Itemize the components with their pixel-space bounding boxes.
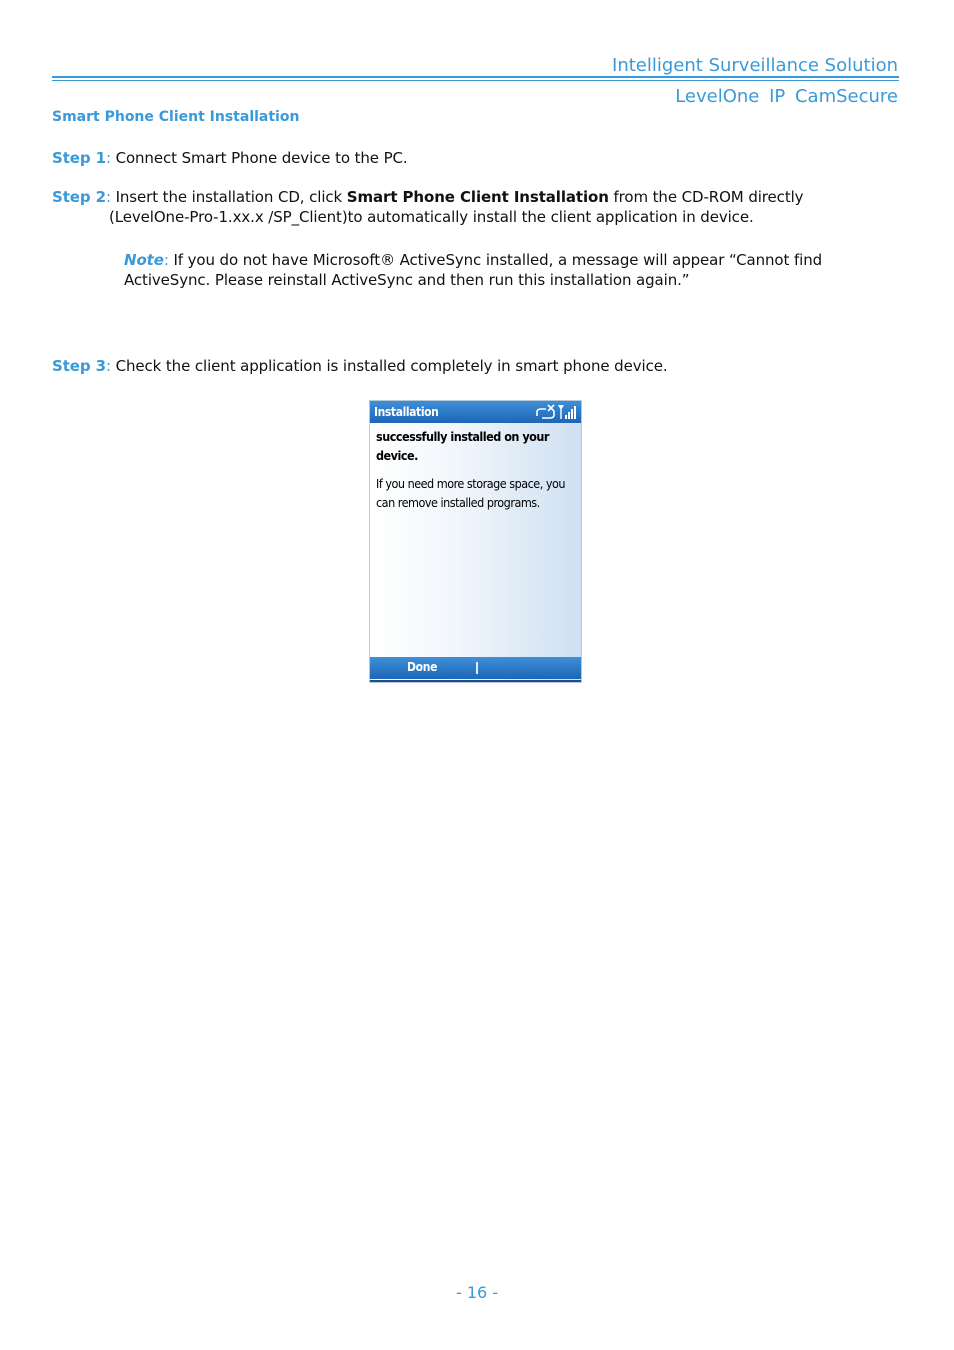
header-title: Intelligent Surveillance Solution	[612, 55, 898, 76]
step-2-line-2: (LevelOne-Pro-1.xx.x /SP_Client)to automatically install the client application in device.	[109, 208, 754, 226]
step-3-label: Step 3	[52, 357, 106, 375]
page-number: - 16 -	[455, 1283, 499, 1302]
header-rule	[52, 76, 899, 78]
step-3-separator: :	[105, 357, 116, 375]
phone-success-message: successfully installed on your device.	[376, 429, 549, 463]
step-2-text: Insert the installation CD, click	[115, 188, 347, 206]
step-1-separator: :	[105, 149, 116, 167]
sync-x-icon	[537, 405, 554, 418]
phone-screenshot	[369, 400, 582, 683]
note-line-2: ActiveSync. Please reinstall ActiveSync and then run this installation again.”	[124, 271, 690, 289]
phone-titlebar	[370, 401, 581, 423]
note-line-1: If you do not have Microsoft® ActiveSync installed, a message will appear “Cannot find	[173, 251, 823, 269]
step-3-text: Check the client application is installed completely in smart phone device.	[115, 357, 668, 375]
step-1-text: Connect Smart Phone device to the PC.	[115, 149, 408, 167]
softkey-divider	[476, 662, 478, 674]
header-subtitle: LevelOne IP CamSecure	[675, 86, 898, 107]
step-2-separator: :	[105, 188, 116, 206]
step-2	[52, 188, 803, 206]
section-title: Smart Phone Client Installation	[52, 109, 300, 125]
phone-bottom-line	[370, 680, 581, 682]
signal-icon	[558, 405, 576, 419]
status-icons	[534, 403, 578, 421]
note-separator: :	[163, 251, 174, 269]
step-1	[52, 149, 408, 167]
step-1-label: Step 1	[52, 149, 106, 167]
step-2-bold-text: Smart Phone Client Installation	[346, 188, 609, 206]
step-2-text-after: from the CD-ROM directly	[608, 188, 804, 206]
done-softkey[interactable]: Done	[407, 660, 438, 674]
phone-title: Installation	[374, 405, 439, 419]
phone-info-message: If you need more storage space, you can remove installed programs.	[376, 476, 566, 510]
note-label: Note	[124, 251, 164, 269]
step-2-label: Step 2	[52, 188, 106, 206]
phone-softkey-bar	[370, 657, 581, 679]
header-rule-thin	[52, 80, 899, 81]
phone-body	[376, 427, 576, 512]
step-3	[52, 357, 668, 375]
note	[124, 251, 822, 269]
